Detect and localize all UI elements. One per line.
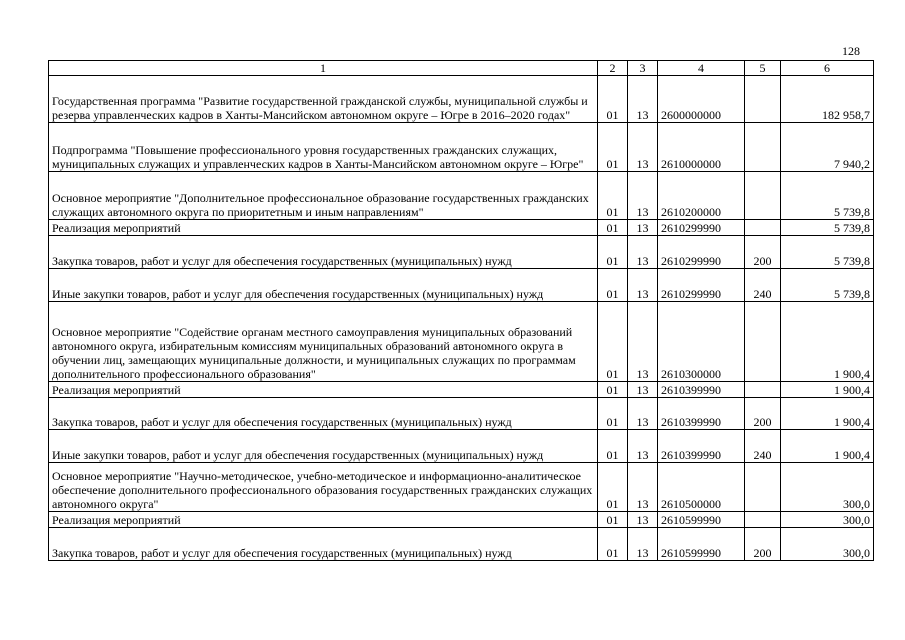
row-name: Подпрограмма "Повышение профессионального уровня государственных гражданских служащих, муниципальных служащих и управленческих кадров в Ханты-Мансийском автономном округе – Югре" bbox=[49, 123, 598, 172]
section-code: 01 bbox=[598, 236, 628, 269]
subsection-code: 13 bbox=[628, 528, 658, 561]
section-code: 01 bbox=[598, 172, 628, 220]
table-row bbox=[49, 172, 874, 220]
section-code: 01 bbox=[598, 220, 628, 236]
expense-type-code bbox=[745, 123, 781, 172]
expense-type-code: 200 bbox=[745, 398, 781, 430]
row-name: Иные закупки товаров, работ и услуг для обеспечения государственных (муниципальных) нужд bbox=[49, 269, 598, 302]
table-row bbox=[49, 528, 874, 561]
subsection-code: 13 bbox=[628, 512, 658, 528]
row-name: Основное мероприятие "Научно-методическое, учебно-методическое и информационно-аналитическое обеспечение дополнительного профессионального образования государственных гражданских служащих автономного округа" bbox=[49, 463, 598, 512]
table-row bbox=[49, 302, 874, 382]
section-code: 01 bbox=[598, 398, 628, 430]
page-number: 128 bbox=[842, 44, 860, 58]
section-code: 01 bbox=[598, 463, 628, 512]
table-row bbox=[49, 512, 874, 528]
row-name: Закупка товаров, работ и услуг для обеспечения государственных (муниципальных) нужд bbox=[49, 528, 598, 561]
section-code: 01 bbox=[598, 512, 628, 528]
amount: 1 900,4 bbox=[781, 302, 874, 382]
column-header-2: 2 bbox=[598, 61, 628, 76]
target-article-code: 2610500000 bbox=[658, 463, 745, 512]
expense-type-code: 200 bbox=[745, 236, 781, 269]
table-row bbox=[49, 269, 874, 302]
target-article-code: 2610599990 bbox=[658, 528, 745, 561]
target-article-code: 2610399990 bbox=[658, 398, 745, 430]
table-row bbox=[49, 430, 874, 463]
row-name: Основное мероприятие "Дополнительное профессиональное образование государственных гражданских служащих автономного округа по приоритетным и иным направлениям" bbox=[49, 172, 598, 220]
expense-type-code: 240 bbox=[745, 269, 781, 302]
header-row bbox=[49, 61, 874, 76]
target-article-code: 2610200000 bbox=[658, 172, 745, 220]
column-header-1: 1 bbox=[49, 61, 598, 76]
subsection-code: 13 bbox=[628, 398, 658, 430]
amount: 5 739,8 bbox=[781, 220, 874, 236]
amount: 5 739,8 bbox=[781, 172, 874, 220]
subsection-code: 13 bbox=[628, 236, 658, 269]
table-row bbox=[49, 382, 874, 398]
section-code: 01 bbox=[598, 76, 628, 123]
column-header-3: 3 bbox=[628, 61, 658, 76]
expense-type-code bbox=[745, 76, 781, 123]
subsection-code: 13 bbox=[628, 123, 658, 172]
row-name: Реализация мероприятий bbox=[49, 220, 598, 236]
column-header-6: 6 bbox=[781, 61, 874, 76]
expense-type-code bbox=[745, 172, 781, 220]
subsection-code: 13 bbox=[628, 463, 658, 512]
expense-type-code: 200 bbox=[745, 528, 781, 561]
subsection-code: 13 bbox=[628, 269, 658, 302]
section-code: 01 bbox=[598, 382, 628, 398]
target-article-code: 2610299990 bbox=[658, 236, 745, 269]
amount: 1 900,4 bbox=[781, 398, 874, 430]
subsection-code: 13 bbox=[628, 430, 658, 463]
amount: 182 958,7 bbox=[781, 76, 874, 123]
subsection-code: 13 bbox=[628, 382, 658, 398]
section-code: 01 bbox=[598, 302, 628, 382]
subsection-code: 13 bbox=[628, 172, 658, 220]
subsection-code: 13 bbox=[628, 220, 658, 236]
target-article-code: 2610300000 bbox=[658, 302, 745, 382]
amount: 5 739,8 bbox=[781, 269, 874, 302]
amount: 1 900,4 bbox=[781, 430, 874, 463]
table-row bbox=[49, 123, 874, 172]
table-row bbox=[49, 76, 874, 123]
budget-table bbox=[48, 60, 874, 561]
table-row bbox=[49, 463, 874, 512]
amount: 300,0 bbox=[781, 463, 874, 512]
table-row bbox=[49, 398, 874, 430]
target-article-code: 2610000000 bbox=[658, 123, 745, 172]
expense-type-code bbox=[745, 512, 781, 528]
expense-type-code: 240 bbox=[745, 430, 781, 463]
target-article-code: 2600000000 bbox=[658, 76, 745, 123]
target-article-code: 2610299990 bbox=[658, 220, 745, 236]
row-name: Государственная программа "Развитие государственной гражданской службы, муниципальной службы и резерва управленческих кадров в Ханты-Мансийском автономном округе – Югре в 2016–2020 годах" bbox=[49, 76, 598, 123]
table-row bbox=[49, 220, 874, 236]
target-article-code: 2610599990 bbox=[658, 512, 745, 528]
amount: 7 940,2 bbox=[781, 123, 874, 172]
amount: 300,0 bbox=[781, 512, 874, 528]
row-name: Основное мероприятие "Содействие органам местного самоуправления муниципальных образований автономного округа, избирательным комиссиям муниципальных образований автономного округа в обучении лиц, замещающих муниципальные должности, и муниципальных служащих по программам дополнительного профессионального образования" bbox=[49, 302, 598, 382]
target-article-code: 2610399990 bbox=[658, 430, 745, 463]
row-name: Реализация мероприятий bbox=[49, 512, 598, 528]
expense-type-code bbox=[745, 382, 781, 398]
expense-type-code bbox=[745, 463, 781, 512]
expense-type-code bbox=[745, 220, 781, 236]
expense-type-code bbox=[745, 302, 781, 382]
target-article-code: 2610299990 bbox=[658, 269, 745, 302]
section-code: 01 bbox=[598, 269, 628, 302]
row-name: Иные закупки товаров, работ и услуг для обеспечения государственных (муниципальных) нужд bbox=[49, 430, 598, 463]
amount: 5 739,8 bbox=[781, 236, 874, 269]
subsection-code: 13 bbox=[628, 302, 658, 382]
section-code: 01 bbox=[598, 123, 628, 172]
row-name: Реализация мероприятий bbox=[49, 382, 598, 398]
target-article-code: 2610399990 bbox=[658, 382, 745, 398]
amount: 300,0 bbox=[781, 528, 874, 561]
section-code: 01 bbox=[598, 430, 628, 463]
subsection-code: 13 bbox=[628, 76, 658, 123]
row-name: Закупка товаров, работ и услуг для обеспечения государственных (муниципальных) нужд bbox=[49, 236, 598, 269]
amount: 1 900,4 bbox=[781, 382, 874, 398]
section-code: 01 bbox=[598, 528, 628, 561]
column-header-4: 4 bbox=[658, 61, 745, 76]
row-name: Закупка товаров, работ и услуг для обеспечения государственных (муниципальных) нужд bbox=[49, 398, 598, 430]
column-header-5: 5 bbox=[745, 61, 781, 76]
table-row bbox=[49, 236, 874, 269]
